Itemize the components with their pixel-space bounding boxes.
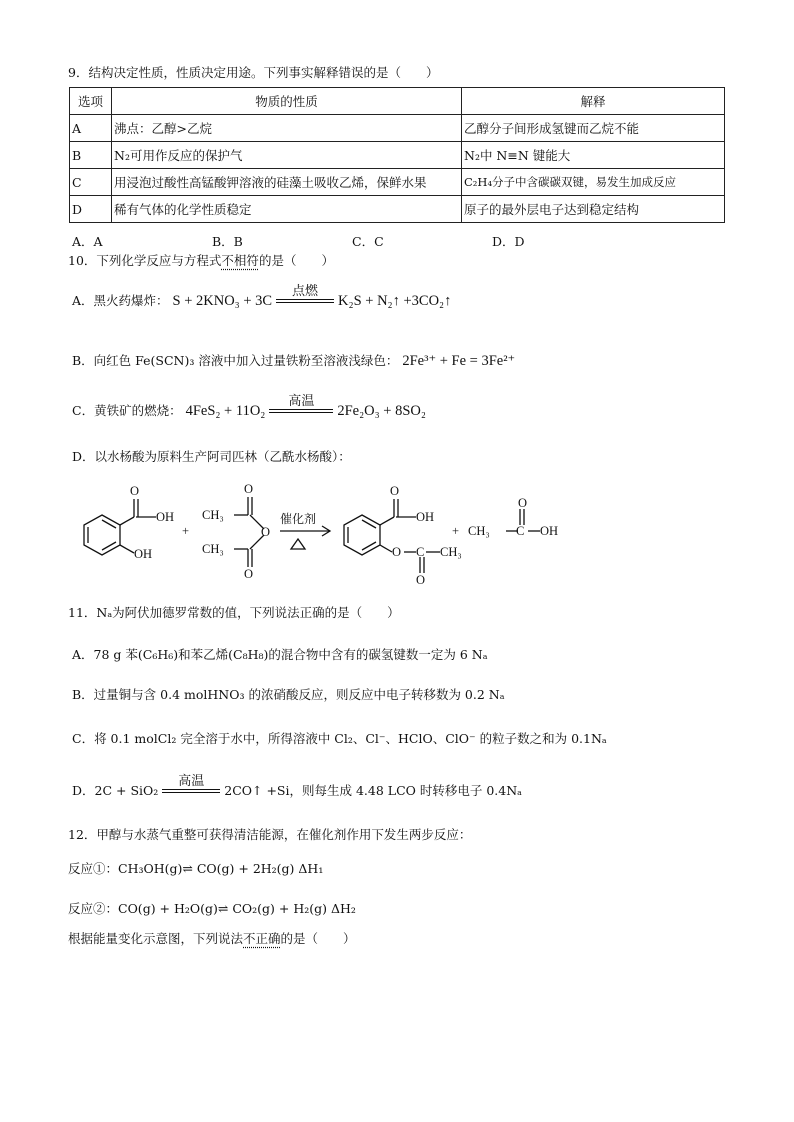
condition-label: 高温 <box>288 393 315 409</box>
svg-text:O: O <box>416 573 426 587</box>
table-cell-explanation: 原子的最外层电子达到稳定结构 <box>462 196 725 223</box>
q11-option-c[interactable]: C．将 0.1 molCl₂ 完全溶于水中，所得溶液中 Cl₂、Cl⁻、HClO、ClO⁻ 的粒子数之和为 0.1Nₐ <box>72 731 607 746</box>
option-c-label: C．黄铁矿的燃烧： <box>72 403 182 418</box>
double-line <box>269 409 333 413</box>
table-row <box>70 115 725 142</box>
svg-text:OH: OH <box>156 510 175 524</box>
svg-text:+: + <box>452 524 460 538</box>
table-row <box>70 196 725 223</box>
svg-text:O: O <box>244 567 254 581</box>
option-b-label: B．向红色 Fe(SCN)₃ 溶液中加入过量铁粉至溶液浅绿色： <box>72 353 399 368</box>
q10-stem-emphasis: 不相符 <box>221 253 259 268</box>
q9-choices <box>72 232 632 250</box>
option-d-left: D．2C + SiO₂ <box>72 783 159 798</box>
q12-tail-post: 的是（ ） <box>280 931 356 946</box>
equals-arrow <box>269 395 333 413</box>
equals-arrow <box>162 775 220 793</box>
q12-tail <box>68 930 356 948</box>
q11-stem: 11．Nₐ为阿伏加德罗常数的值，下列说法正确的是（ ） <box>68 605 400 620</box>
svg-text:OH: OH <box>540 524 559 538</box>
q11-option-b[interactable]: B．过量铜与含 0.4 molHNO₃ 的浓硝酸反应，则反应中电子转移数为 0.2 Nₐ <box>72 687 505 702</box>
option-a-label: A．黑火药爆炸： <box>72 293 169 308</box>
catalyst-label: 催化剂 <box>280 512 317 526</box>
q12-reaction-2: 反应②：CO(g) + H₂O(g)⇌ CO₂(g) + H₂(g) ΔH₂ <box>68 901 356 916</box>
table-cell-property: 用浸泡过酸性高锰酸钾溶液的硅藻土吸收乙烯，保鲜水果 <box>112 169 462 196</box>
choice-b[interactable]: B．B <box>212 234 243 249</box>
table-row <box>70 169 725 196</box>
table-cell-option: A <box>70 115 112 142</box>
q9-stem: 9．结构决定性质，性质决定用途。下列事实解释错误的是（ ） <box>68 65 439 80</box>
double-line <box>276 299 334 303</box>
table-header-property: 物质的性质 <box>112 88 462 115</box>
q12-tail-pre: 根据能量变化示意图，下列说法 <box>68 931 244 946</box>
table-header-option: 选项 <box>70 88 112 115</box>
table-cell-property: 稀有气体的化学性质稳定 <box>112 196 462 223</box>
svg-text:C: C <box>516 524 525 538</box>
table-cell-option: B <box>70 142 112 169</box>
svg-text:OH: OH <box>134 547 153 561</box>
svg-text:O: O <box>390 484 400 498</box>
table-cell-explanation: N₂中 N≡N 键能大 <box>462 142 725 169</box>
option-a-right: K₂S + N₂↑ +3CO₂↑ <box>338 293 452 309</box>
svg-text:OH: OH <box>416 510 435 524</box>
svg-text:CH₃: CH₃ <box>440 545 462 559</box>
q10-option-b[interactable] <box>72 352 515 370</box>
q10-stem-pre: 10．下列化学反应与方程式 <box>68 253 222 268</box>
benzene-ring-1 <box>84 515 120 555</box>
aspirin-reaction-scheme <box>72 477 572 587</box>
benzene-ring-2 <box>344 515 380 555</box>
q12-stem: 12．甲醇与水蒸气重整可获得清洁能源，在催化剂作用下发生两步反应： <box>68 827 472 842</box>
option-c-right: 2Fe₂O₃ + 8SO₂ <box>337 403 426 419</box>
condition-label: 高温 <box>178 773 205 789</box>
svg-text:C: C <box>416 545 425 559</box>
equals-arrow <box>276 285 334 303</box>
q11-option-a[interactable]: A．78 g 苯(C₆H₆)和苯乙烯(C₈H₈)的混合物中含有的碳氢键数一定为 6 Nₐ <box>72 647 488 662</box>
q11-option-d[interactable] <box>72 773 522 801</box>
svg-text:O: O <box>392 545 402 559</box>
table-cell-option: C <box>70 169 112 196</box>
q10-option-d[interactable]: D．以水杨酸为原料生产阿司匹林（乙酰水杨酸）： <box>72 449 351 464</box>
svg-text:CH₃: CH₃ <box>468 524 490 538</box>
svg-text:O: O <box>244 482 254 496</box>
q12-reaction-1: 反应①：CH₃OH(g)⇌ CO(g) + 2H₂(g) ΔH₁ <box>68 861 324 876</box>
table-row <box>70 142 725 169</box>
table-cell-property: N₂可用作反应的保护气 <box>112 142 462 169</box>
svg-text:CH₃: CH₃ <box>202 508 224 522</box>
option-a-left: S + 2KNO₃ + 3C <box>172 293 273 309</box>
double-line <box>162 789 220 793</box>
option-b-equation: 2Fe³⁺ + Fe = 3Fe²⁺ <box>402 353 516 369</box>
condition-label: 点燃 <box>292 283 319 299</box>
plus-sign: + <box>182 524 190 538</box>
choice-d[interactable]: D．D <box>492 234 525 249</box>
svg-text:O: O <box>261 525 271 539</box>
table-cell-property: 沸点：乙醇>乙烷 <box>112 115 462 142</box>
q10-option-c[interactable] <box>72 393 426 421</box>
choice-a[interactable]: A．A <box>72 234 103 249</box>
option-c-left: 4FeS₂ + 11O₂ <box>185 403 266 419</box>
q10-option-a[interactable] <box>72 283 452 311</box>
table-header-row <box>70 88 725 115</box>
table-cell-explanation: 乙醇分子间形成氢键而乙烷不能 <box>462 115 725 142</box>
q10-stem <box>68 252 334 270</box>
option-d-right: 2CO↑ +Si，则每生成 4.48 LCO 时转移电子 0.4Nₐ <box>224 783 522 798</box>
table-header-explanation: 解释 <box>462 88 725 115</box>
q12-tail-emphasis: 不正确 <box>243 931 281 946</box>
svg-text:O: O <box>518 496 528 510</box>
table-cell-explanation: C₂H₄分子中含碳碳双键，易发生加成反应 <box>462 169 725 196</box>
table-cell-option: D <box>70 196 112 223</box>
choice-c[interactable]: C．C <box>352 234 384 249</box>
q10-stem-post: 的是（ ） <box>258 253 334 268</box>
svg-text:CH₃: CH₃ <box>202 542 224 556</box>
q9-table <box>69 87 725 223</box>
svg-text:O: O <box>130 484 140 498</box>
